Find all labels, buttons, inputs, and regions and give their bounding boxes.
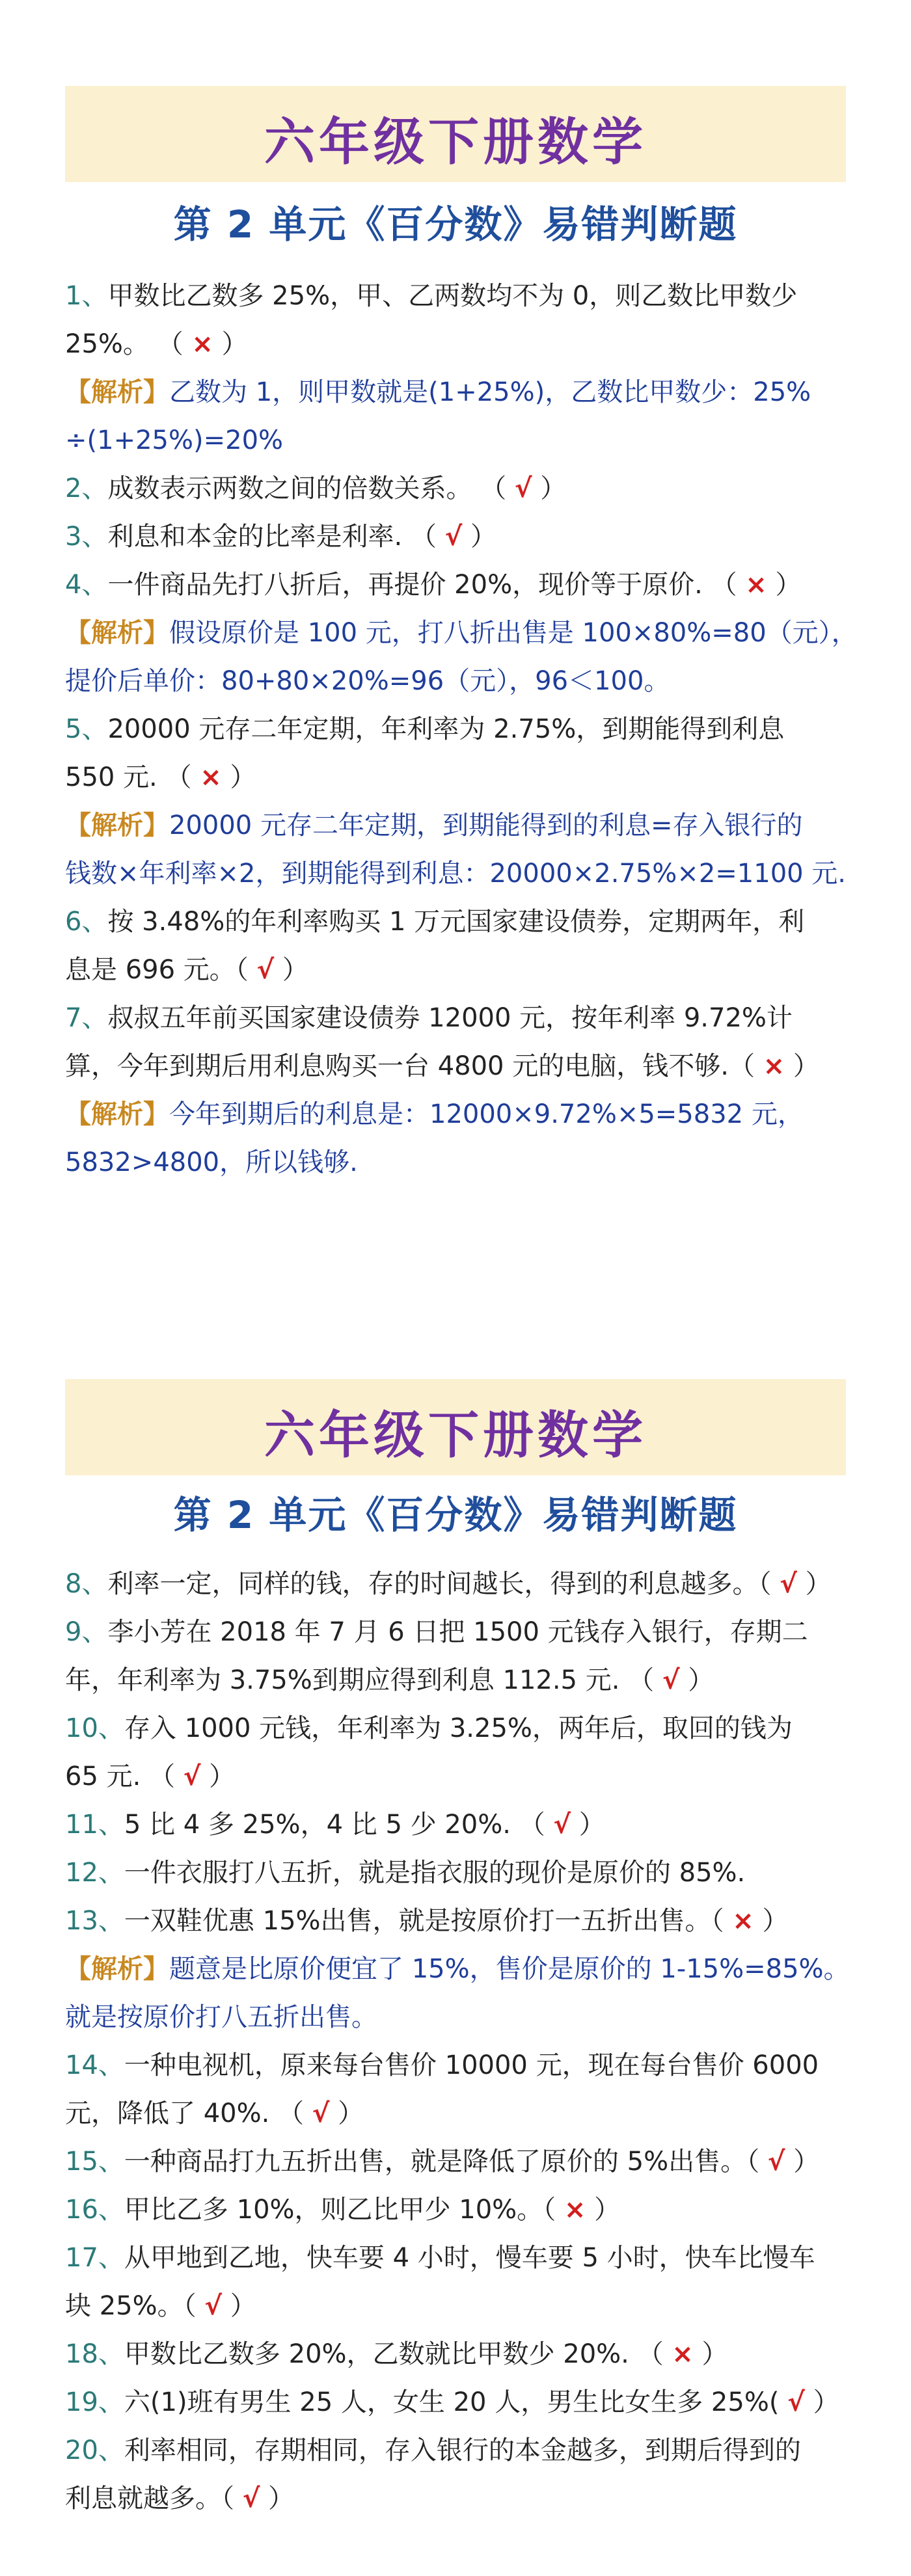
question-line xyxy=(65,2041,852,2089)
cross-mark: × xyxy=(200,762,222,792)
question-number: 12、 xyxy=(65,1858,124,1888)
question-text: 利率相同，存期相同，存入银行的本金越多，到期后得到的 xyxy=(124,2435,801,2465)
section-1 xyxy=(0,0,911,1236)
question-text: 一双鞋优惠 15%出售，就是按原价打一五折出售。（ xyxy=(124,1906,733,1936)
page-subtitle: 第 2 单元《百分数》易错判断题 xyxy=(173,1493,738,1537)
question-line xyxy=(65,994,852,1042)
question-line xyxy=(65,2475,852,2523)
analysis-line xyxy=(65,850,852,898)
check-mark: √ xyxy=(444,522,463,552)
question-line xyxy=(65,1042,852,1090)
question-number: 16、 xyxy=(65,2195,124,2225)
question-number: 9、 xyxy=(65,1617,108,1647)
question-text: 65 元. （ xyxy=(65,1762,184,1791)
question-text: 25%。 （ xyxy=(65,329,192,359)
analysis-text: 乙数为 1，则甲数就是(1+25%)，乙数比甲数少：25% xyxy=(169,377,811,407)
cross-mark: × xyxy=(732,1906,754,1936)
question-number: 7、 xyxy=(65,1003,108,1033)
question-line xyxy=(65,561,852,609)
analysis-line xyxy=(65,1945,852,1993)
question-line xyxy=(65,2282,852,2330)
question-text: 利息和本金的比率是利率. （ xyxy=(107,522,445,552)
question-text: 成数表示两数之间的倍数关系。 （ xyxy=(107,474,515,503)
closing-paren: ） xyxy=(571,1810,605,1840)
question-text: 一件商品先打八折后，再提价 20%，现价等于原价. （ xyxy=(107,570,746,600)
closing-paren: ） xyxy=(213,329,248,359)
question-text: 利率一定，同样的钱，存的时间越长，得到的利息越多。（ xyxy=(107,1569,780,1599)
check-mark: √ xyxy=(514,474,532,503)
check-mark: √ xyxy=(662,1665,680,1695)
question-line xyxy=(65,705,852,753)
question-text: 甲数比乙数多 20%，乙数就比甲数少 20%. （ xyxy=(124,2339,672,2369)
question-text: 叔叔五年前买国家建设债券 12000 元，按年利率 9.72%计 xyxy=(107,1003,793,1033)
closing-paren: ） xyxy=(532,474,567,503)
analysis-text: 题意是比原价便宜了 15%，售价是原价的 1-15%=85%。 xyxy=(169,1954,850,1984)
question-number: 6、 xyxy=(65,907,108,937)
check-mark: √ xyxy=(553,1810,571,1840)
page-subtitle: 第 2 单元《百分数》易错判断题 xyxy=(173,202,738,247)
section-2 xyxy=(0,1301,911,2576)
analysis-line xyxy=(65,1090,852,1138)
closing-paren: ） xyxy=(200,1762,236,1791)
analysis-line xyxy=(65,657,852,705)
closing-paren: ） xyxy=(785,1051,819,1081)
check-mark: √ xyxy=(780,1569,797,1599)
cross-mark: × xyxy=(564,2195,586,2225)
check-mark: √ xyxy=(312,2099,330,2128)
question-number: 10、 xyxy=(65,1713,124,1743)
closing-paren: ） xyxy=(221,762,256,792)
question-line xyxy=(65,753,852,801)
question-line xyxy=(65,2138,852,2186)
question-number: 3、 xyxy=(65,522,108,552)
question-text: 块 25%。（ xyxy=(65,2291,205,2321)
question-line xyxy=(65,272,852,320)
question-number: 17、 xyxy=(65,2243,124,2273)
question-line xyxy=(65,464,852,513)
question-number: 15、 xyxy=(65,2147,124,2177)
question-line xyxy=(65,1656,852,1704)
analysis-text: 今年到期后的利息是：12000×9.72%×5=5832 元， xyxy=(169,1099,804,1129)
analysis-tag: 【解析】 xyxy=(65,377,169,407)
question-list xyxy=(65,1560,852,2523)
question-number: 20、 xyxy=(65,2435,124,2465)
cross-mark: × xyxy=(745,570,767,600)
closing-paren: ） xyxy=(796,1569,832,1599)
check-mark: √ xyxy=(204,2291,223,2321)
analysis-text: 假设原价是 100 元，打八折出售是 100×80%=80（元）， xyxy=(169,618,858,648)
question-text: 李小芳在 2018 年 7 月 6 日把 1500 元钱存入银行，存期二 xyxy=(107,1617,808,1647)
question-text: 从甲地到乙地，快车要 4 小时，慢车要 5 小时，快车比慢车 xyxy=(124,2243,815,2273)
closing-paren: ） xyxy=(222,2291,256,2321)
check-mark: √ xyxy=(183,1762,201,1791)
question-text: 年，年利率为 3.75%到期应得到利息 112.5 元. （ xyxy=(65,1665,662,1695)
closing-paren: ） xyxy=(767,570,802,600)
closing-paren: ） xyxy=(785,2147,820,2177)
analysis-text: 提价后单价：80+80×20%=96（元），96＜100。 xyxy=(65,666,670,696)
analysis-text: 5832>4800，所以钱够. xyxy=(65,1147,358,1177)
closing-paren: ） xyxy=(679,1665,714,1695)
cross-mark: × xyxy=(763,1051,785,1081)
title-banner xyxy=(65,1379,846,1475)
question-text: 元，降低了 40%. （ xyxy=(65,2099,312,2128)
analysis-line xyxy=(65,609,858,657)
question-number: 4、 xyxy=(65,570,108,600)
closing-paren: ） xyxy=(693,2339,728,2369)
question-line xyxy=(65,2186,852,2234)
question-text: 六(1)班有男生 25 人，女生 20 人，男生比女生多 25%( xyxy=(124,2387,788,2417)
check-mark: √ xyxy=(242,2484,260,2514)
closing-paren: ） xyxy=(754,1906,789,1936)
question-line xyxy=(65,898,852,946)
question-line xyxy=(65,1752,852,1801)
question-line xyxy=(65,1560,852,1608)
question-line xyxy=(65,2426,852,2475)
question-text: 按 3.48%的年利率购买 1 万元国家建设债券，定期两年，利 xyxy=(107,907,805,937)
question-number: 2、 xyxy=(65,474,108,503)
check-mark: √ xyxy=(787,2387,805,2417)
analysis-tag: 【解析】 xyxy=(65,1099,169,1129)
question-line xyxy=(65,513,852,561)
question-number: 13、 xyxy=(65,1906,124,1936)
check-mark: √ xyxy=(767,2147,785,2177)
question-number: 11、 xyxy=(65,1810,124,1840)
question-line xyxy=(65,1849,852,1897)
check-mark: √ xyxy=(256,955,275,985)
question-line xyxy=(65,1897,852,1945)
analysis-line xyxy=(65,416,852,464)
question-text: 20000 元存二年定期，年利率为 2.75%，到期能得到利息 xyxy=(107,714,785,744)
question-text: 存入 1000 元钱，年利率为 3.25%，两年后，取回的钱为 xyxy=(124,1713,793,1743)
page-title: 六年级下册数学 xyxy=(264,1406,647,1465)
question-line xyxy=(65,2089,852,2138)
analysis-tag: 【解析】 xyxy=(65,618,169,648)
question-text: 算，今年到期后用利息购买一台 4800 元的电脑，钱不够.（ xyxy=(65,1051,763,1081)
question-number: 14、 xyxy=(65,2050,124,2080)
question-number: 5、 xyxy=(65,714,108,744)
question-line xyxy=(65,2330,852,2378)
analysis-text: 钱数×年利率×2，到期能得到利息：20000×2.75%×2=1100 元. xyxy=(65,859,847,889)
question-line xyxy=(65,1704,852,1752)
question-text: 一种商品打九五折出售，就是降低了原价的 5%出售。（ xyxy=(124,2147,768,2177)
analysis-line xyxy=(65,801,852,850)
page-title: 六年级下册数学 xyxy=(264,113,647,172)
question-line xyxy=(65,1801,852,1849)
analysis-line xyxy=(65,1993,852,2041)
question-line xyxy=(65,2378,852,2426)
analysis-text: 就是按原价打八五折出售。 xyxy=(65,2002,377,2032)
question-text: 利息就越多。（ xyxy=(65,2484,243,2514)
analysis-text: ÷(1+25%)=20% xyxy=(65,425,284,455)
question-text: 息是 696 元。（ xyxy=(65,955,257,985)
question-number: 8、 xyxy=(65,1569,108,1599)
question-text: 5 比 4 多 25%，4 比 5 少 20%. （ xyxy=(124,1810,554,1840)
question-number: 1、 xyxy=(65,281,108,311)
question-text: 甲数比乙数多 25%，甲、乙两数均不为 0，则乙数比甲数少 xyxy=(107,281,798,311)
analysis-text: 20000 元存二年定期，到期能得到的利息=存入银行的 xyxy=(169,811,803,840)
question-text: 550 元. （ xyxy=(65,762,200,792)
question-number: 19、 xyxy=(65,2387,124,2417)
question-line xyxy=(65,946,852,994)
closing-paren: ） xyxy=(329,2099,364,2128)
closing-paren: ） xyxy=(462,522,497,552)
analysis-line xyxy=(65,368,852,416)
question-line xyxy=(65,1608,852,1656)
question-number: 18、 xyxy=(65,2339,124,2369)
title-banner xyxy=(65,86,846,182)
analysis-tag: 【解析】 xyxy=(65,811,169,840)
closing-paren: ） xyxy=(586,2195,621,2225)
closing-paren: ） xyxy=(274,955,308,985)
question-text: 一种电视机，原来每台售价 10000 元，现在每台售价 6000 xyxy=(124,2050,819,2080)
question-line xyxy=(65,2234,852,2282)
closing-paren: ） xyxy=(804,2387,839,2417)
cross-mark: × xyxy=(672,2339,694,2369)
closing-paren: ） xyxy=(260,2484,295,2514)
question-text: 一件衣服打八五折，就是指衣服的现价是原价的 85%. xyxy=(124,1858,746,1888)
analysis-line xyxy=(65,1138,852,1187)
question-list xyxy=(65,272,858,1187)
question-line xyxy=(65,320,852,368)
question-text: 甲比乙多 10%，则乙比甲少 10%。（ xyxy=(124,2195,564,2225)
cross-mark: × xyxy=(191,329,213,359)
analysis-tag: 【解析】 xyxy=(65,1954,169,1984)
